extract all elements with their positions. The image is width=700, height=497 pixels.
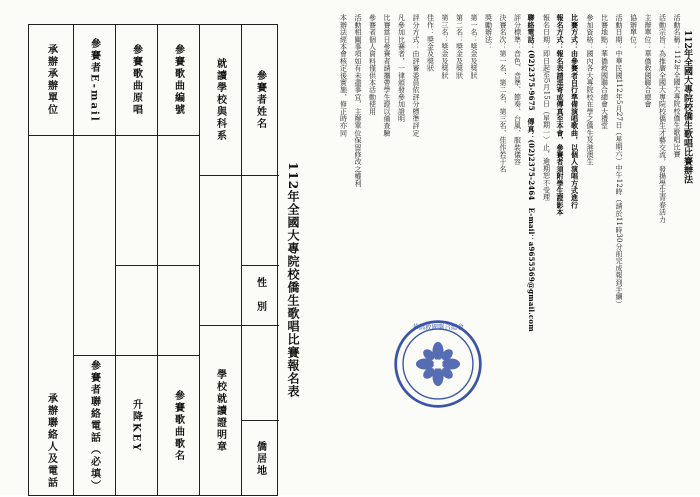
rule-line: 凡參加比賽者，一律頒發參加證明 bbox=[397, 14, 406, 122]
rule-line: 報名方式：報名表請逕寄或傳真至本會，參賽者須附學生證影本 bbox=[556, 14, 565, 216]
organization-seal-icon bbox=[392, 318, 484, 410]
rule-line: 第一名：獎金及獎狀 bbox=[470, 14, 478, 79]
rule-line: 佳作：獎金及獎狀 bbox=[426, 14, 435, 72]
label-composer: 參賽歌曲編號 bbox=[172, 44, 184, 116]
rule-line: 評分標準：音色、音準、節奏、台風、服裝儀容 bbox=[513, 14, 522, 166]
rule-line: 活動日期：中華民國112年5月27日（星期六）中午12時（請於11時30分前完成報到手續） bbox=[615, 14, 623, 308]
rule-line: 第二名：獎金及獎狀 bbox=[455, 14, 464, 79]
label-gender: 性 別 bbox=[254, 277, 266, 313]
rules-title: 112年全國大專院校僑生歌唱比賽辦法 bbox=[682, 30, 692, 184]
label-key: 升降KEY bbox=[130, 399, 142, 453]
rules-text-area bbox=[300, 14, 692, 482]
label-contact: 承辦聯絡人及電話 bbox=[45, 393, 57, 489]
rule-line: 參加資格：國內各大專院校在學之僑生及港澳生 bbox=[586, 14, 594, 166]
registration-form bbox=[14, 12, 300, 492]
label-singer: 參賽歌曲原唱 bbox=[130, 44, 142, 116]
rule-line: 評分方式：由評審委員依評分標準評定 bbox=[412, 14, 420, 137]
rule-line: 比賽當日參賽者請攜帶學生證以備查驗 bbox=[383, 14, 391, 137]
rule-line: 比賽地點：華僑救國聯合總會大禮堂 bbox=[600, 14, 609, 130]
rule-line: 主辦單位：華僑救國聯合總會 bbox=[644, 14, 652, 108]
form-title: 112年全國大專院校僑生歌唱比賽報名表 bbox=[286, 162, 300, 399]
rule-line: 協辦單位： bbox=[629, 14, 638, 50]
label-email: 參賽者E-mail bbox=[88, 37, 100, 123]
label-school-proof: 學校就讀證明章 bbox=[214, 369, 226, 453]
rule-line: 決賽名次：第一名、第二名、第三名、佳作若干名 bbox=[499, 14, 507, 173]
rule-line: 參賽者個人資料僅供本活動使用 bbox=[368, 14, 377, 115]
label-school: 就讀學校與科系 bbox=[214, 58, 226, 142]
seal-text: 華僑救國聯合總會 bbox=[412, 323, 464, 332]
rule-line: 活動名稱：112年全國大專院校僑生歌唱比賽 bbox=[673, 14, 681, 158]
rule-line: 比賽方式：由參賽者自行準備演唱歌曲，以個人演唱方式進行 bbox=[570, 14, 580, 209]
rule-line: 報名日期：即日起至5月15日（星期一）止，逾期恕不受理 bbox=[542, 14, 551, 201]
label-song-title: 參賽歌曲歌名 bbox=[172, 390, 184, 462]
label-unit: 承辦承辦單位 bbox=[45, 44, 57, 116]
rule-line: 第三名：獎金及獎狀 bbox=[441, 14, 449, 79]
rule-line: 活動宗旨：為推廣全國大專院校僑生才藝交流，發揚學生青春活力 bbox=[658, 14, 667, 223]
rule-line: 本辦法經本會核定後實施，修正時亦同 bbox=[339, 14, 348, 137]
label-residence: 僑居地 bbox=[254, 440, 266, 477]
form-table bbox=[28, 24, 278, 496]
label-phone: 參賽者聯絡電話（必填） bbox=[88, 360, 100, 492]
rule-line: 活動相關事項如有未盡事宜，主辦單位保留修改之權利 bbox=[354, 14, 362, 187]
rule-line: 獎勵辦法： bbox=[484, 14, 493, 50]
label-name: 參賽者姓名 bbox=[254, 70, 266, 130]
rule-line: 聯絡電話：(02)2375-9675 傳真：(02)2375-2464 E-mail：a9655569@gmail.com bbox=[527, 14, 536, 332]
